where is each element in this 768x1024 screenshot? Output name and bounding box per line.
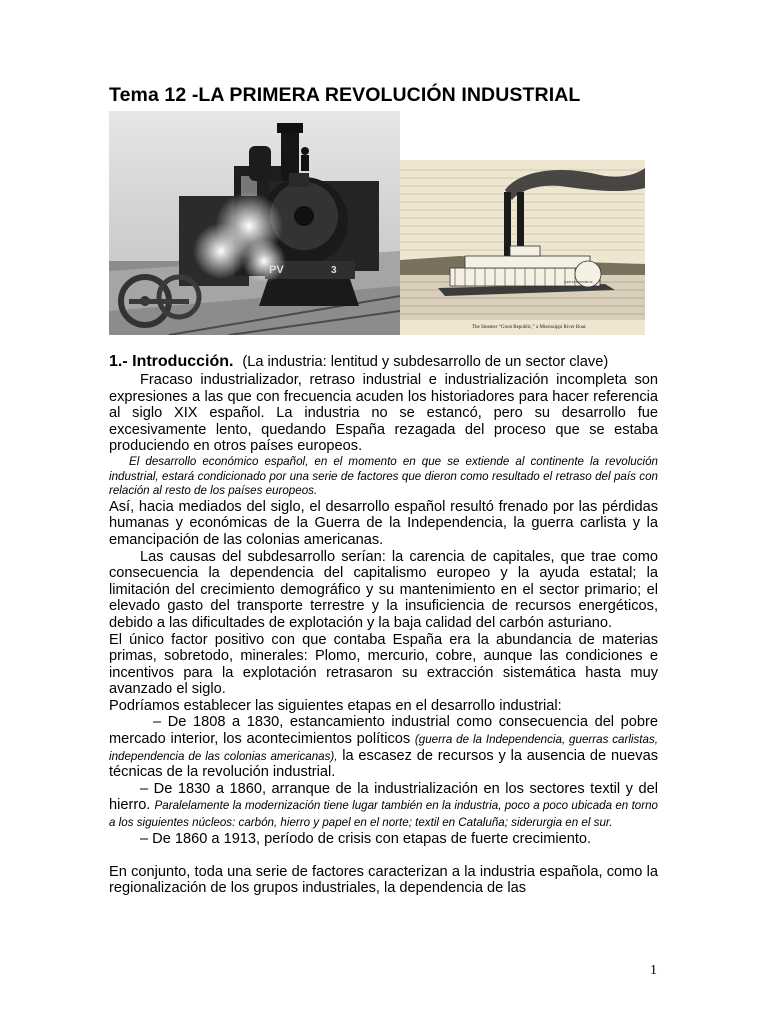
- stage-1-note: (guerra de la Independencia, guerras carlistas, independencia de las colonias americanas),: [109, 733, 658, 763]
- steamboat-illustration: [400, 160, 645, 335]
- paragraph-7: En conjunto, toda una serie de factores caracterizan a la industria española, como la regionalización de los grupos industriales, la dependencia de las: [109, 863, 658, 897]
- boat-flag-text: GREAT REPUBLIC: [564, 280, 594, 284]
- stage-2-text: – De 1830 a 1860, arranque de la industrialización en los sectores textil y del hierro.: [109, 780, 658, 814]
- page-number: 1: [650, 963, 657, 978]
- document-body: [109, 352, 658, 897]
- stage-3: – De 1860 a 1913, período de crisis con etapas de fuerte crecimiento.: [140, 830, 592, 847]
- steam-locomotive-illustration: [109, 111, 400, 335]
- paragraph-4: Las causas del subdesarrollo serían: la carencia de capitales, que trae como consecuencia la dependencia del capitalismo europeo y la ayuda estatal; la limitación del crecimiento demográfico y su mantenimiento en el sector primario; el elevado gasto del transporte terrestre y la insuficiencia de recursos energéticos, debido a las dificultades de explotación y la baja calidad del carbón asturiano.: [109, 548, 658, 631]
- paragraph-gap: [109, 847, 658, 864]
- stage-1-text-a: – De 1808 a 1830, estancamiento industrial como consecuencia del pobre mercado interior, los acontecimientos políticos: [109, 714, 658, 748]
- stage-1-text-b: la escasez de recursos y la ausencia de nuevas técnicas de la revolución industrial.: [109, 747, 658, 781]
- locomotive-number: 3: [331, 265, 337, 276]
- paragraph-3: Así, hacia mediados del siglo, el desarrollo español resultó frenado por las pérdidas humanas y económicas de la Guerra de la Independencia, la guerra carlista y la emancipación de las colonias americanas.: [109, 498, 658, 548]
- section-heading: [109, 352, 658, 372]
- section-heading-subtitle: (La industria: lentitud y subdesarrollo de un sector clave): [242, 354, 609, 370]
- stage-1: [109, 714, 658, 780]
- paragraph-6: Podríamos establecer las siguientes etapas en el desarrollo industrial:: [109, 697, 562, 714]
- paragraph-1: Fracaso industrializador, retraso industrial e industrialización incompleta son expresiones a las que con frecuencia acuden los historiadores para hacer referencia al siglo XIX español. La industria no se estancó, pero su desarrollo fue excesivamente lento, quedando España rezagada del proceso que se estaba produciendo en otros países europeos.: [109, 372, 658, 455]
- steamboat-engraving-image: [400, 160, 645, 335]
- stage-2-note: Paralelamente la modernización tiene lugar también en la industria, poco a poco ubicada en torno a los siguientes núcleos: carbón, hierro y papel en el norte; textil en Cataluña; siderurgia en el sur.: [109, 799, 659, 830]
- boat-caption: The Steamer “Great Republic,” a Mississippi River Boat.: [472, 325, 587, 330]
- paragraph-5: El único factor positivo con que contaba España era la abundancia de materias primas, sobretodo, minerales: Plomo, mercurio, cobre, aunque las condiciones e incentivos para la explotación retrasaron su extracción sistemática hasta muy avanzado el siglo.: [109, 631, 658, 698]
- paragraph-2-note: El desarrollo económico español, en el momento en que se extiende al continente la revolución industrial, estará condicionado por una serie de factores que dieron como resultado el retraso del país con relación al resto de los países europeos.: [109, 454, 658, 498]
- stage-2: [109, 781, 658, 831]
- page-title: Tema 12 -LA PRIMERA REVOLUCIÓN INDUSTRIAL: [109, 84, 581, 106]
- locomotive-label: PV: [269, 264, 284, 276]
- steam-locomotive-image: [109, 111, 400, 335]
- section-heading-title: 1.- Introducción.: [109, 353, 234, 370]
